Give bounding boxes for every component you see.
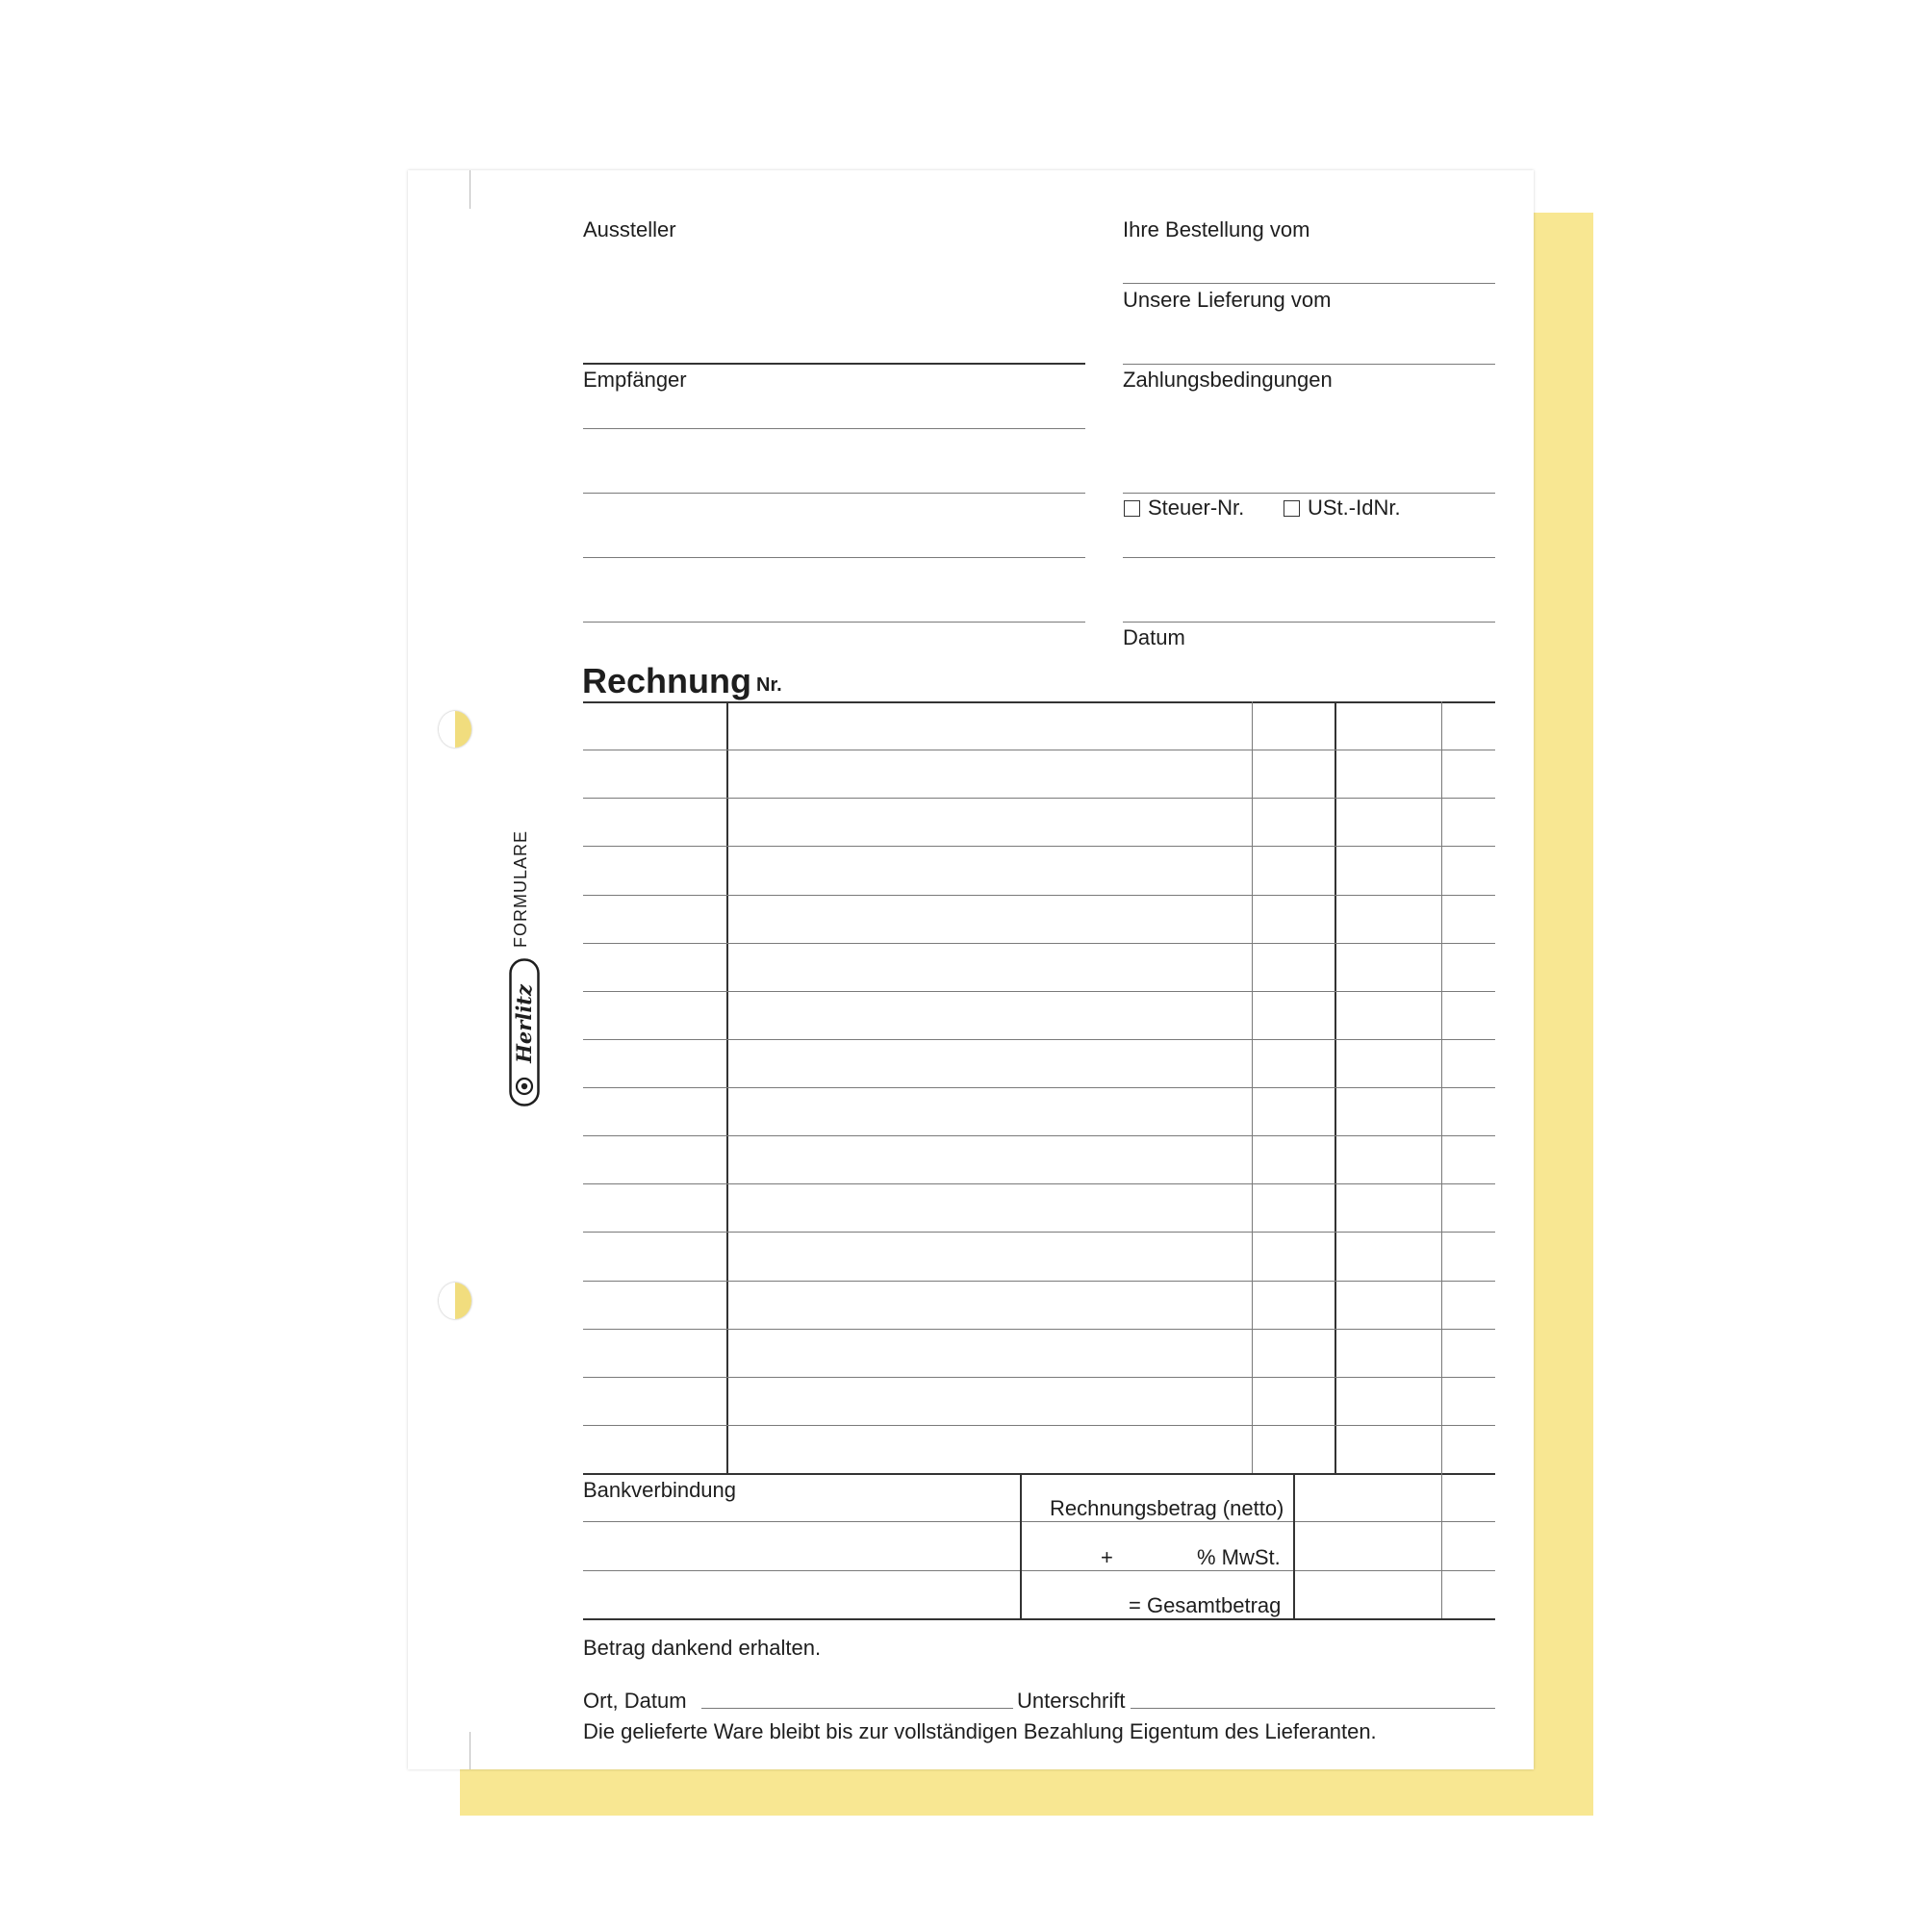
table-row[interactable]	[583, 1039, 1495, 1040]
order-date-label: Ihre Bestellung vom	[1123, 217, 1310, 242]
received-text: Betrag dankend erhalten.	[583, 1636, 822, 1660]
punch-hole-top	[439, 711, 471, 748]
totals-divider-cents	[1441, 1473, 1442, 1618]
tax-number-label: Steuer-Nr.	[1148, 496, 1245, 520]
table-row[interactable]	[583, 1377, 1495, 1378]
table-row[interactable]	[583, 1329, 1495, 1330]
totals-divider-left	[1020, 1473, 1022, 1618]
payment-terms-line[interactable]	[1123, 493, 1495, 494]
table-row[interactable]	[583, 991, 1495, 992]
place-date-label: Ort, Datum	[583, 1689, 687, 1713]
delivery-date-label: Unsere Lieferung vom	[1123, 288, 1332, 312]
issuer-label: Aussteller	[583, 217, 676, 242]
tax-number-checkbox[interactable]	[1124, 500, 1140, 517]
vat-id-label: USt.-IdNr.	[1308, 496, 1401, 520]
vat-plus-sign: +	[1101, 1545, 1113, 1569]
table-row[interactable]	[583, 1425, 1495, 1426]
total-label: = Gesamtbetrag	[1129, 1593, 1282, 1617]
bank-line-2[interactable]	[583, 1570, 1495, 1571]
place-date-line[interactable]	[701, 1708, 1013, 1709]
payment-terms-label: Zahlungsbedingungen	[1123, 368, 1333, 392]
table-row[interactable]	[583, 1232, 1495, 1233]
invoice-title: Rechnung	[582, 661, 751, 700]
bank-line-1[interactable]	[583, 1521, 1495, 1522]
table-row[interactable]	[583, 1087, 1495, 1088]
product-line-label: FORMULARE	[511, 829, 530, 948]
table-row[interactable]	[583, 1183, 1495, 1184]
recipient-line-2[interactable]	[583, 493, 1085, 494]
signature-label: Unterschrift	[1017, 1689, 1126, 1713]
totals-bottom-border	[583, 1618, 1495, 1620]
invoice-form-sheet	[408, 170, 1534, 1769]
bank-label: Bankverbindung	[583, 1478, 737, 1502]
table-row[interactable]	[583, 846, 1495, 847]
recipient-label: Empfänger	[583, 368, 687, 392]
totals-divider-amount	[1293, 1473, 1295, 1618]
issuer-line	[583, 363, 1085, 365]
retention-notice: Die gelieferte Ware bleibt bis zur vollständigen Bezahlung Eigentum des Lieferanten.	[583, 1719, 1377, 1743]
table-top-border	[583, 701, 1495, 703]
recipient-line-3[interactable]	[583, 557, 1085, 558]
punch-hole-bottom	[439, 1283, 471, 1319]
table-row[interactable]	[583, 798, 1495, 799]
herlitz-logo	[509, 958, 540, 1106]
net-amount-label: Rechnungsbetrag (netto)	[1050, 1496, 1284, 1520]
recipient-line-1[interactable]	[583, 428, 1085, 429]
table-bottom-border	[583, 1473, 1495, 1475]
invoice-number-label: Nr.	[756, 674, 782, 696]
delivery-date-line[interactable]	[1123, 364, 1495, 365]
date-line[interactable]	[1123, 622, 1495, 623]
date-label: Datum	[1123, 625, 1185, 649]
order-date-line[interactable]	[1123, 283, 1495, 284]
table-row[interactable]	[583, 895, 1495, 896]
recipient-line-4[interactable]	[583, 622, 1085, 623]
signature-line[interactable]	[1131, 1708, 1495, 1709]
vat-id-checkbox[interactable]	[1284, 500, 1300, 517]
vat-label: % MwSt.	[1197, 1545, 1281, 1569]
tax-id-line[interactable]	[1123, 557, 1495, 558]
table-row[interactable]	[583, 1281, 1495, 1282]
logo-wordmark: Herlitz	[512, 984, 536, 1063]
table-row[interactable]	[583, 943, 1495, 944]
table-row[interactable]	[583, 1135, 1495, 1136]
